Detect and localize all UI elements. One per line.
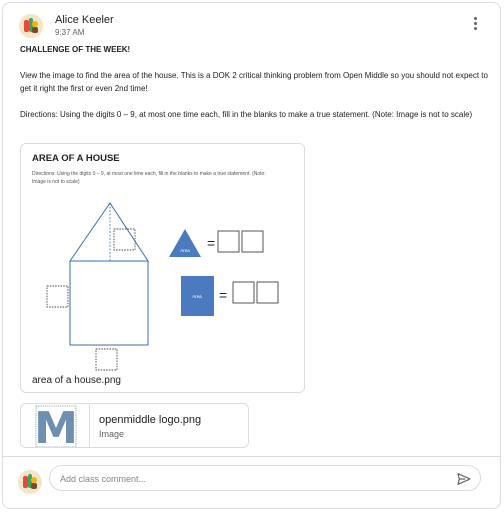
comment-divider: [2, 456, 501, 457]
image-directions-1: Directions: Using the digits 0 – 9, at most one time each, fill in the blanks to make a true statement. (Note:: [32, 171, 266, 177]
post-paragraph: View the image to find the area of the house. This is a DOK 2 critical thinking problem from Open Middle so you should not expect to get it right the first or even 2nd time!: [20, 71, 488, 93]
author-name[interactable]: Alice Keeler: [55, 14, 114, 26]
file-attachment[interactable]: [20, 403, 249, 448]
equals-sign: =: [207, 235, 216, 251]
more-options-button[interactable]: [468, 15, 482, 35]
blank-box: [257, 282, 278, 303]
file-thumbnail: [21, 404, 90, 448]
openmiddle-logo-icon: M: [34, 404, 78, 448]
house-problem-image: [21, 144, 305, 374]
image-title: AREA OF A HOUSE: [32, 153, 120, 164]
post-timestamp: 9:37 AM: [55, 28, 85, 37]
post-body: [20, 43, 490, 134]
class-comment-box[interactable]: [49, 465, 481, 491]
stream-post-card: [2, 2, 501, 509]
blank-box: [47, 286, 68, 307]
file-attachment-type: Image: [99, 429, 125, 439]
blank-box: [233, 282, 254, 303]
user-avatar: [18, 470, 42, 494]
blank-box: [114, 229, 135, 250]
blank-box: [242, 231, 263, 252]
image-attachment[interactable]: [20, 143, 305, 393]
equals-sign: =: [219, 287, 228, 303]
house-roof: [70, 203, 148, 261]
author-avatar[interactable]: [19, 14, 43, 38]
blank-box: [96, 349, 117, 370]
house-body: [70, 261, 148, 345]
square-area-label: Area: [192, 294, 202, 299]
class-comment-input[interactable]: [60, 471, 440, 487]
file-attachment-name[interactable]: openmiddle logo.png: [99, 414, 202, 426]
blank-box: [218, 231, 239, 252]
send-comment-button[interactable]: [456, 471, 472, 487]
post-heading: CHALLENGE OF THE WEEK!: [20, 45, 131, 54]
image-directions-2: Image is not to scale): [32, 179, 80, 185]
post-directions: Directions: Using the digits 0 – 9, at most one time each, fill in the blanks to make a true statement. (Note: Image is not to scale): [20, 110, 473, 119]
more-vert-icon: [474, 17, 477, 20]
triangle-area-label: Area: [180, 248, 190, 253]
image-attachment-filename[interactable]: area of a house.png: [32, 375, 121, 386]
send-icon: [456, 471, 472, 487]
